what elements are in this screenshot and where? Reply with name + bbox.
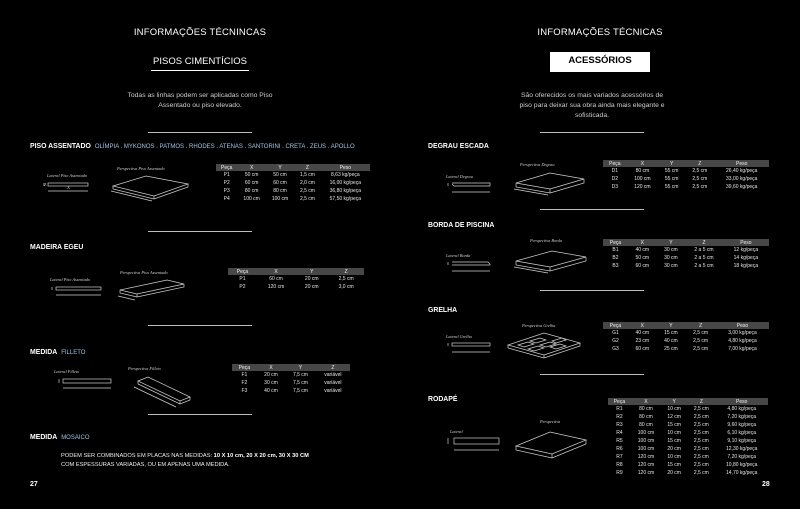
table-header: X <box>627 160 658 167</box>
table-cell: 30 cm <box>264 380 278 386</box>
table-cell: 2,5 cm <box>693 438 709 444</box>
table-cell: variável <box>324 380 342 386</box>
table-cell: 23 cm <box>635 338 650 344</box>
table-cell: 80 cm <box>639 414 653 420</box>
table-cell: 2,5 cm <box>338 276 354 282</box>
table-cell: 7,20 kg/peça <box>727 454 757 460</box>
perspective-drawing <box>510 169 590 199</box>
perspective-drawing <box>510 245 590 277</box>
table-cell: 2,5 cm <box>693 414 709 420</box>
lateral-drawing <box>444 436 506 456</box>
table-header: Z <box>685 239 723 246</box>
spec-table-borda <box>603 239 769 270</box>
note-bold-text: 10 X 10 cm, 20 X 20 cm, 30 X 30 CM <box>213 453 309 459</box>
table-cell: 30 cm <box>664 247 678 253</box>
table-cell: 2,5 cm <box>692 184 708 190</box>
section-subtitle-text: OLÍMPIA . MYKONOS . PATMOS . RHODES . ATENAS . SANTORINI . CRETA . ZEUS . APOLLO <box>94 144 355 150</box>
table-cell: 20 cm <box>304 284 319 290</box>
table-cell: 80 cm <box>635 168 650 174</box>
table-cell: 3,00 kg/peça <box>728 330 757 336</box>
table-cell: 100 cm <box>271 196 289 202</box>
table-row <box>603 167 769 175</box>
divider <box>148 325 252 326</box>
spec-table-madeira-egeu <box>228 268 364 291</box>
table-cell: 33,00 kg/peça <box>726 176 758 182</box>
table-cell: 50 cm <box>635 255 650 261</box>
table-cell: 6,10 kg/peça <box>727 430 757 436</box>
right-page <box>400 0 800 509</box>
table-cell: 2,5 cm <box>693 422 709 428</box>
divider <box>540 209 644 210</box>
table-header: Y <box>285 364 316 371</box>
table-cell: 9,60 kg/peça <box>727 422 757 428</box>
table-cell: 15 cm <box>667 438 681 444</box>
table-cell: 57,50 kg/peça <box>329 196 362 202</box>
table-cell: 8,63 kg/peça <box>331 172 360 178</box>
table-cell: 2,5 cm <box>693 470 709 476</box>
table-header: Y <box>658 160 685 167</box>
table-cell: 80 cm <box>273 188 287 194</box>
lateral-label: Lateral Grelha <box>446 334 472 339</box>
table-cell: 60 cm <box>244 180 259 186</box>
table-cell: 2,5 cm <box>693 462 709 468</box>
mosaico-note-line-2: COM ESPESSURAS VARIADAS, OU EM APENAS UMA MEDIDA. <box>61 462 230 468</box>
table-cell: 20 cm <box>667 470 681 476</box>
table-cell: 100 cm <box>637 430 655 436</box>
table-cell: 14 kg/peça <box>733 255 759 261</box>
left-intro-line-1: Todas as linhas podem ser aplicadas como Piso <box>127 92 273 99</box>
page-number: 28 <box>762 481 770 488</box>
section-borda-piscina-title: BORDA DE PISCINA <box>428 222 495 229</box>
table-cell: 20 cm <box>304 276 319 282</box>
table-row <box>216 187 370 195</box>
table-cell: 2 a 5 cm <box>694 247 714 253</box>
table-header: Peça <box>603 160 627 167</box>
table-header: Y <box>657 322 686 329</box>
table-row <box>603 246 769 254</box>
table-cell: 2,5 cm <box>692 168 708 174</box>
table-cell: 40 cm <box>635 330 650 336</box>
table-cell: 2,5 cm <box>693 338 709 344</box>
section-madeira-egeu-title: MADEIRA EGEU <box>30 244 84 251</box>
table-header: X <box>631 398 661 405</box>
table-cell: R1 <box>616 406 623 412</box>
table-cell: P1 <box>223 172 230 178</box>
table-header: Peso <box>321 164 370 171</box>
table-cell: 7,5 cm <box>292 388 308 394</box>
perspective-label: Perspectiva Filleto <box>128 366 161 371</box>
perspective-label: Perspectiva Degrau <box>520 162 555 167</box>
table-row <box>216 171 370 179</box>
table-row <box>608 469 768 477</box>
right-intro-line-3: sofisticada. <box>574 112 609 119</box>
table-header: Y <box>661 398 687 405</box>
table-row <box>603 175 769 183</box>
table-cell: P4 <box>223 196 230 202</box>
left-intro-line-2: Assentado ou piso elevado. <box>158 102 242 109</box>
section-degrau-escada-title: DEGRAU ESCADA <box>428 143 489 150</box>
lateral-drawing <box>444 341 496 357</box>
table-cell: 120 cm <box>267 284 285 290</box>
table-cell: 10 cm <box>667 454 681 460</box>
table-cell: 10,80 kg/peça <box>726 462 758 468</box>
table-header: Peça <box>608 398 631 405</box>
table-cell: 120 cm <box>634 184 651 190</box>
table-header: Z <box>328 268 364 275</box>
table-cell: P3 <box>223 188 230 194</box>
table-header: Z <box>685 160 714 167</box>
table-cell: R8 <box>616 462 623 468</box>
perspective-label: Perspectiva Piso Assentado <box>120 270 168 275</box>
table-cell: 60 cm <box>269 276 283 282</box>
lateral-drawing <box>444 260 496 276</box>
table-cell: 2,5 cm <box>693 406 709 412</box>
table-cell: 2 a 5 cm <box>694 263 714 269</box>
table-cell: R9 <box>616 470 623 476</box>
table-cell: 55 cm <box>664 168 679 174</box>
section-grelha-title: GRELHA <box>428 307 458 314</box>
table-cell: D3 <box>611 184 619 190</box>
table-cell: 2,5 cm <box>693 446 709 452</box>
lateral-drawing <box>48 285 108 301</box>
table-cell: G1 <box>612 330 619 336</box>
table-cell: G2 <box>612 338 619 344</box>
table-cell: P1 <box>239 276 246 282</box>
table-cell: 40 cm <box>264 388 278 394</box>
table-cell: 12,30 kg/peça <box>726 446 758 452</box>
table-cell: 12 kg/peça <box>733 247 759 253</box>
right-intro-line-2: piso para deixar sua obra ainda mais elegante e <box>519 102 665 109</box>
table-cell: 2,5 cm <box>693 346 709 352</box>
table-cell: 50 cm <box>273 172 287 178</box>
table-cell: B2 <box>612 255 619 261</box>
table-cell: R4 <box>616 430 623 436</box>
table-cell: 80 cm <box>639 422 653 428</box>
section-medida-mosaico-title <box>30 434 90 441</box>
table-cell: 4,80 kg/peça <box>727 406 757 412</box>
table-row <box>608 437 768 445</box>
table-cell: 80 cm <box>639 406 653 412</box>
table-cell: 60 cm <box>635 346 650 352</box>
section-subtitle-text: MOSAICO <box>61 435 90 441</box>
table-row <box>603 329 769 337</box>
table-cell: 2,5 cm <box>693 430 709 436</box>
table-row <box>216 195 370 203</box>
divider <box>148 132 252 133</box>
table-row <box>608 413 768 421</box>
table-cell: R6 <box>616 446 623 452</box>
divider <box>148 414 252 415</box>
table-cell: B3 <box>612 263 619 269</box>
table-row <box>608 405 768 413</box>
section-title-text: PISO ASSENTADO <box>30 143 91 150</box>
right-page-title: INFORMAÇÕES TÉCNICAS <box>537 27 663 38</box>
table-cell: D1 <box>611 168 619 174</box>
lateral-label: Lateral <box>450 429 463 434</box>
table-cell: 80 cm <box>244 188 259 194</box>
lateral-drawing <box>55 377 117 395</box>
table-cell: 36,80 kg/peça <box>329 188 362 194</box>
table-cell: 55 cm <box>664 184 679 190</box>
note-text: PODEM SER COMBINADOS EM PLACAS NAS MEDIDAS: <box>61 453 214 459</box>
table-cell: 120 cm <box>637 462 655 468</box>
perspective-drawing <box>510 426 590 462</box>
table-cell: variável <box>324 372 342 378</box>
left-intro <box>100 91 300 111</box>
table-cell: 15 cm <box>664 330 678 336</box>
table-cell: 15 cm <box>667 422 681 428</box>
table-header: Peça <box>603 239 628 246</box>
perspective-label: Perspectiva Borda <box>530 238 562 243</box>
left-page-title: INFORMAÇÕES TÉCNINCAS <box>133 27 267 38</box>
table-cell: D2 <box>611 176 619 182</box>
table-cell: 30 cm <box>664 263 678 269</box>
table-header: Peso <box>723 239 769 246</box>
table-cell: 60 cm <box>635 263 650 269</box>
table-cell: 18 kg/peça <box>733 263 759 269</box>
table-row <box>228 275 364 283</box>
table-header: X <box>257 268 295 275</box>
table-row <box>608 453 768 461</box>
table-cell: 2,0 cm <box>299 180 315 186</box>
perspective-label: Perspectiva Grelha <box>522 323 556 328</box>
table-row <box>603 183 769 191</box>
divider <box>540 290 644 291</box>
table-cell: 40 cm <box>664 338 678 344</box>
table-cell: 2,5 cm <box>693 454 709 460</box>
table-row <box>232 387 350 395</box>
table-header: Peso <box>714 160 769 167</box>
dim-z-label: Z <box>44 182 47 187</box>
table-header: X <box>628 322 657 329</box>
table-cell: 7,00 kg/peça <box>728 346 757 352</box>
table-cell: 10 cm <box>667 430 681 436</box>
table-cell: R2 <box>616 414 623 420</box>
table-cell: R5 <box>616 438 623 444</box>
perspective-drawing <box>108 172 193 202</box>
lateral-label: Lateral Filleto <box>54 369 80 374</box>
table-cell: 20 cm <box>264 372 278 378</box>
section-rodape-title: RODAPÉ <box>428 396 458 403</box>
table-cell: 10 cm <box>667 406 681 412</box>
table-cell: 60 cm <box>273 180 287 186</box>
table-header: Peça <box>232 364 257 371</box>
spec-table-piso-assentado <box>216 164 370 203</box>
table-cell: 9,10 kg/peça <box>727 438 757 444</box>
table-cell: 1,5 cm <box>299 172 315 178</box>
right-page-subtitle: ACESSÓRIOS <box>550 52 650 72</box>
table-header: X <box>237 164 265 171</box>
table-header: X <box>628 239 657 246</box>
perspective-drawing <box>118 373 198 411</box>
table-cell: 50 cm <box>244 172 259 178</box>
table-cell: 120 cm <box>637 454 655 460</box>
table-row <box>603 254 769 262</box>
table-cell: F1 <box>241 372 248 378</box>
table-header: Z <box>294 164 320 171</box>
table-cell: 100 cm <box>243 196 260 202</box>
lateral-drawing <box>444 181 496 197</box>
table-cell: 25 cm <box>664 346 678 352</box>
table-cell: B1 <box>612 247 619 253</box>
right-intro <box>492 91 692 121</box>
table-header: Y <box>657 239 686 246</box>
table-cell: 39,60 kg/peça <box>726 184 758 190</box>
table-header: X <box>257 364 285 371</box>
table-cell: 100 cm <box>637 446 655 452</box>
table-row <box>232 371 350 379</box>
table-cell: 2,5 cm <box>299 196 315 202</box>
table-header: Peso <box>716 322 769 329</box>
left-page-subtitle: PISOS CIMENTÍCIOS <box>151 56 249 71</box>
table-row <box>603 337 769 345</box>
table-cell: 20 cm <box>667 446 681 452</box>
table-row <box>603 262 769 270</box>
table-cell: variável <box>324 388 342 394</box>
lateral-label: Lateral Piso Assentado <box>50 277 91 282</box>
table-cell: 7,20 kg/peça <box>727 414 757 420</box>
lateral-label: Lateral Piso Assentado <box>47 173 88 178</box>
section-title-text: MEDIDA <box>30 434 58 441</box>
table-row <box>608 421 768 429</box>
table-cell: F2 <box>241 380 248 386</box>
page-number: 27 <box>30 481 38 488</box>
table-cell: 7,5 cm <box>292 380 308 386</box>
table-header: Peça <box>603 322 628 329</box>
table-cell: 12 cm <box>667 414 681 420</box>
spec-table-filleto <box>232 364 350 395</box>
table-cell: R7 <box>616 454 623 460</box>
table-cell: 15 cm <box>667 462 681 468</box>
table-header: Z <box>316 364 350 371</box>
table-cell: 55 cm <box>664 176 679 182</box>
table-cell: 120 cm <box>637 470 655 476</box>
table-cell: G3 <box>612 346 619 352</box>
table-header: Z <box>685 322 716 329</box>
divider <box>540 374 644 375</box>
section-medida-filleto-title <box>30 349 85 356</box>
table-header: Y <box>266 164 294 171</box>
table-cell: 4,80 kg/peça <box>728 338 757 344</box>
spec-table-rodape <box>608 398 768 477</box>
table-row <box>608 445 768 453</box>
table-header: Peça <box>228 268 257 275</box>
divider <box>540 132 644 133</box>
divider <box>148 231 252 232</box>
table-cell: 16,00 kg/peça <box>329 180 362 186</box>
dim-x-label: X <box>67 185 71 190</box>
table-header: Z <box>687 398 715 405</box>
table-cell: 100 cm <box>634 176 651 182</box>
table-cell: 2,5 cm <box>692 176 708 182</box>
perspective-label: Perspectiva <box>540 419 561 424</box>
mosaico-note <box>61 452 361 470</box>
table-cell: P2 <box>239 284 246 290</box>
lateral-label: Lateral Degrau <box>446 174 473 179</box>
table-header: Peso <box>715 398 768 405</box>
section-piso-assentado-title <box>30 143 355 150</box>
section-subtitle-text: FILLETO <box>61 350 86 356</box>
table-cell: 3,0 cm <box>338 284 354 290</box>
table-row <box>232 379 350 387</box>
section-title-text: MEDIDA <box>30 349 58 356</box>
spec-table-grelha <box>603 322 769 353</box>
perspective-drawing <box>112 278 192 304</box>
table-cell: 2,5 cm <box>299 188 315 194</box>
table-cell: 2,5 cm <box>693 330 709 336</box>
table-cell: F3 <box>241 388 248 394</box>
table-cell: 7,5 cm <box>292 372 308 378</box>
perspective-label: Perspectiva Piso Assentado <box>117 166 165 171</box>
table-row <box>216 179 370 187</box>
table-row <box>603 345 769 353</box>
table-row <box>228 283 364 291</box>
table-row <box>608 429 768 437</box>
mosaico-note-line-1 <box>61 452 361 461</box>
table-cell: 2 a 5 cm <box>694 255 714 261</box>
table-row <box>608 461 768 469</box>
table-cell: P2 <box>223 180 230 186</box>
spec-table-degrau <box>603 160 769 191</box>
perspective-drawing <box>504 329 584 367</box>
table-header: Peça <box>216 164 237 171</box>
table-cell: 14,70 kg/peça <box>726 470 758 476</box>
right-intro-line-1: São oferecidos os mais variados acessórios de <box>520 92 664 99</box>
table-cell: 26,40 kg/peça <box>726 168 758 174</box>
table-cell: 40 cm <box>635 247 650 253</box>
table-header: Y <box>295 268 328 275</box>
table-cell: 100 cm <box>637 438 655 444</box>
table-cell: R3 <box>616 422 623 428</box>
lateral-label: Lateral Borda <box>446 253 471 258</box>
table-cell: 30 cm <box>664 255 678 261</box>
